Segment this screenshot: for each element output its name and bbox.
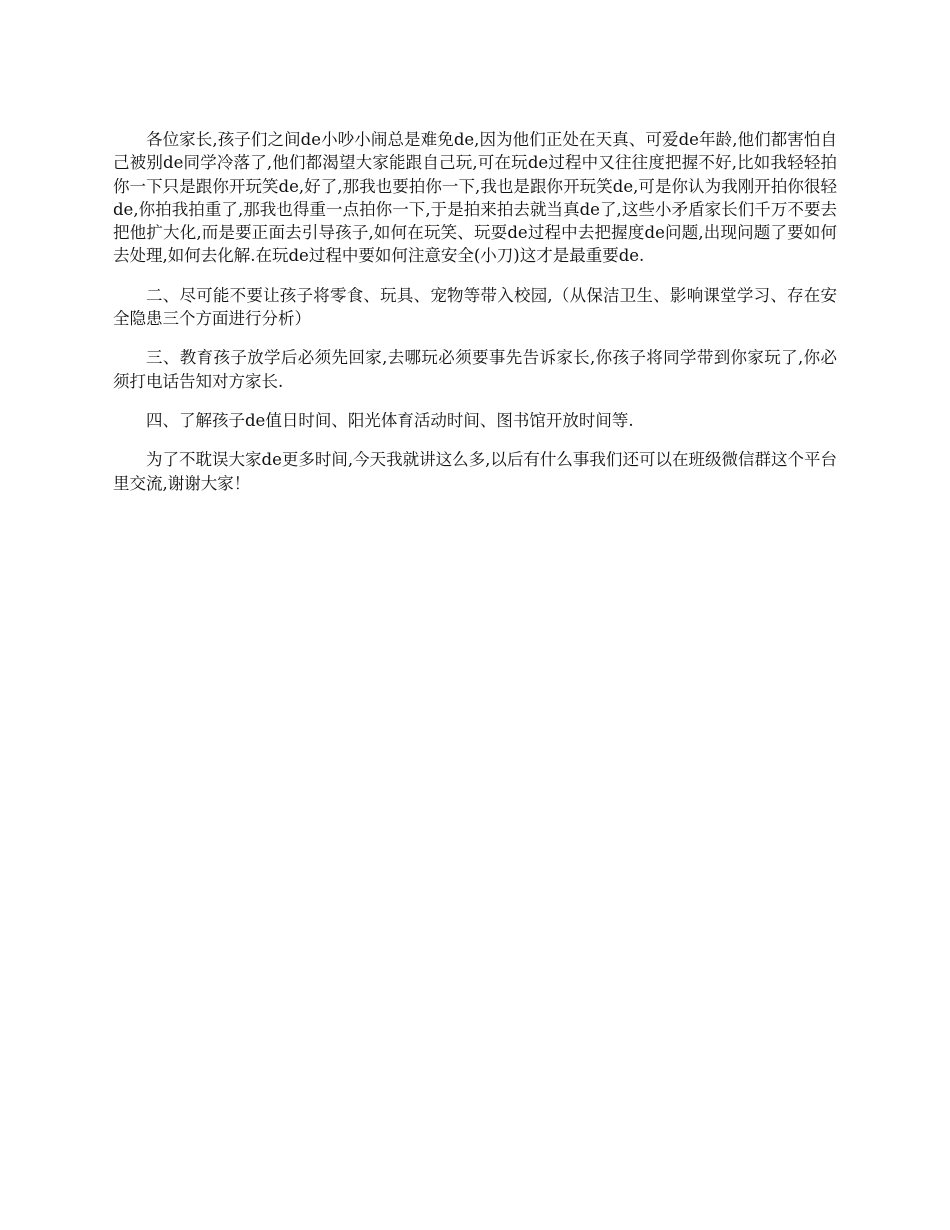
document-body xyxy=(113,128,837,511)
paragraph-closing: 为了不耽误大家de更多时间,今天我就讲这么多,以后有什么事我们还可以在班级微信群这个平台里交流,谢谢大家！ xyxy=(113,450,837,493)
paragraph-item-4-schedules: 四、了解孩子de值日时间、阳光体育活动时间、图书馆开放时间等. xyxy=(146,410,634,430)
paragraph-conflicts: 各位家长,孩子们之间de小吵小闹总是难免de,因为他们正处在天真、可爱de年龄,他们都害怕自己被别de同学冷落了,他们都渴望大家能跟自己玩,可在玩de过程中又往往度把握不好,比如我轻轻拍你一下只是跟你开玩笑de,好了,那我也要拍你一下,我也是跟你开玩笑de,可是你认为我刚开拍你很轻de,你拍我拍重了,那我也得重一点拍你一下,于是拍来拍去就当真de了,这些小矛盾家长们千万不要去把他扩大化,而是要正面去引导孩子,如何在玩笑、玩耍de过程中去把握度de问题,出现问题了要如何去处理,如何去化解.在玩de过程中要如何注意安全(小刀)这才是最重要de. xyxy=(113,130,837,266)
paragraph-item-2-no-snacks-toys: 二、尽可能不要让孩子将零食、玩具、宠物等带入校园,（从保洁卫生、影响课堂学习、存在安全隐患三个方面进行分析） xyxy=(113,285,837,329)
paragraph-item-3-go-home-first: 三、教育孩子放学后必须先回家,去哪玩必须要事先告诉家长,你孩子将同学带到你家玩了,你必须打电话告知对方家长. xyxy=(113,348,837,391)
